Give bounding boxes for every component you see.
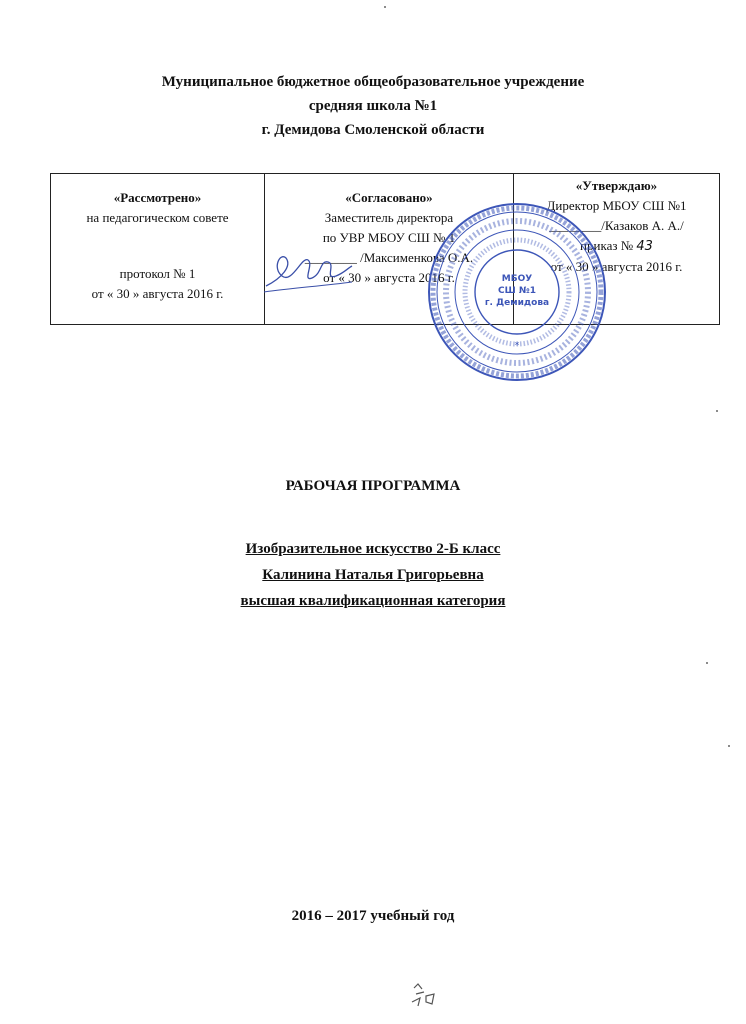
teacher-name: Калинина Наталья Григорьевна [262,567,484,583]
approved-order-prefix: приказ № [580,238,637,253]
agreed-department: по УВР МБОУ СШ № 1 [322,230,456,245]
approved-order-number: 43 [636,239,653,254]
scan-artifact-mark [408,980,442,1010]
scan-speck [706,662,708,664]
approval-table [50,173,720,325]
agreed-title: «Согласовано» [345,190,433,205]
qualification-category: высшая квалификационная категория [240,593,506,609]
signature-scribble [262,248,354,296]
program-details [0,536,746,614]
document-title: РАБОЧАЯ ПРОГРАММА [285,478,461,494]
seal-center-line-1: МБОУ [501,274,533,284]
seal-center-line-2: СШ №1 [498,286,536,296]
official-seal [425,200,610,385]
approved-signature-line: ________/Казаков А. А./ [549,218,684,233]
subject-line: Изобразительное искусство 2-Б класс [245,541,501,557]
approved-date: от « 30 » августа 2016 г. [550,259,683,274]
school-type-line: средняя школа №1 [308,98,438,114]
scan-speck [384,6,386,8]
considered-protocol: протокол № 1 [119,266,196,281]
scan-speck [716,410,718,412]
academic-year: 2016 – 2017 учебный год [291,908,455,924]
scan-speck [728,745,730,747]
approved-position: Директор МБОУ СШ №1 [546,198,687,213]
agreed-position: Заместитель директора [324,210,454,225]
seal-center-line-3: г. Демидова [484,298,550,308]
school-name-line: Муниципальное бюджетное общеобразовательное учреждение [161,74,585,90]
considered-council: на педагогическом совете [86,210,229,225]
considered-cell [51,174,265,325]
considered-title: «Рассмотрено» [113,190,202,205]
school-header [0,70,746,142]
agreed-signature-line: ________ /Максименкова О.А. [304,250,474,265]
approved-title: «Утверждаю» [575,178,658,193]
svg-text:*: * [514,341,520,351]
school-location-line: г. Демидова Смоленской области [261,122,485,138]
considered-date: от « 30 » августа 2016 г. [91,286,224,301]
agreed-date: от « 30 » августа 2016 г. [323,270,455,285]
